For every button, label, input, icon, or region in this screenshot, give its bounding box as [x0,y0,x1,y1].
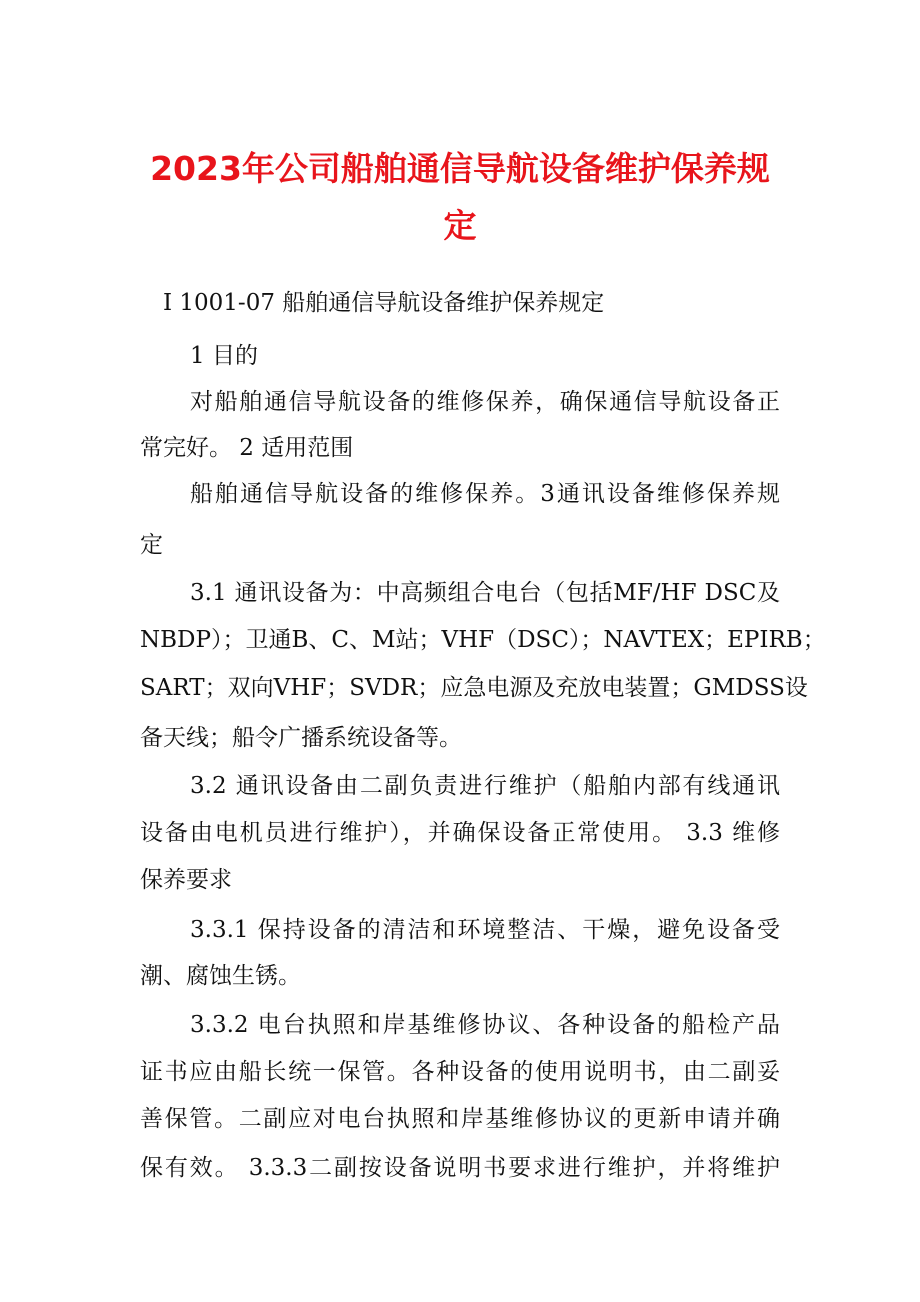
body-line: 保有效。 3.3.3二副按设备说明书要求进行维护，并将维护 [140,1155,780,1181]
body-line: 善保管。二副应对电台执照和岸基维修协议的更新申请并确 [140,1106,780,1132]
body-line: 定 [140,532,163,558]
body-line: 潮、腐蚀生锈。 [140,963,301,989]
body-line: 3.2 通讯设备由二副负责进行维护（船舶内部有线通讯 [190,773,780,799]
body-line: SART；双向VHF；SVDR；应急电源及充放电装置；GMDSS设 [140,675,808,701]
body-line: 备天线；船令广播系统设备等。 [140,725,462,751]
body-line: 保养要求 [140,867,232,893]
body-line: 1 目的 [190,343,258,369]
body-line: 3.3.2 电台执照和岸基维修协议、各种设备的船检产品 [190,1012,780,1038]
body-line: 3.3.1 保持设备的清洁和环境整洁、干燥，避免设备受 [190,917,780,943]
body-line: 3.1 通讯设备为：中高频组合电台（包括MF/HF DSC及 [190,580,780,606]
body-line: 设备由电机员进行维护），并确保设备正常使用。 3.3 维修 [140,820,780,846]
body-line: 证书应由船长统一保管。各种设备的使用说明书，由二副妥 [140,1059,780,1085]
body-line: I 1001-07 船舶通信导航设备维护保养规定 [163,290,605,316]
document-title-line-2: 定 [443,206,477,245]
document-title-line-1: 2023年公司船舶通信导航设备维护保养规 [150,149,770,188]
body-line: 对船舶通信导航设备的维修保养，确保通信导航设备正 [190,389,780,415]
body-line: NBDP）；卫通B、C、M站；VHF（DSC）；NAVTEX；EPIRB； [140,627,826,653]
body-line: 常完好。 2 适用范围 [140,435,354,461]
body-line: 船舶通信导航设备的维修保养。3通讯设备维修保养规 [190,481,780,507]
